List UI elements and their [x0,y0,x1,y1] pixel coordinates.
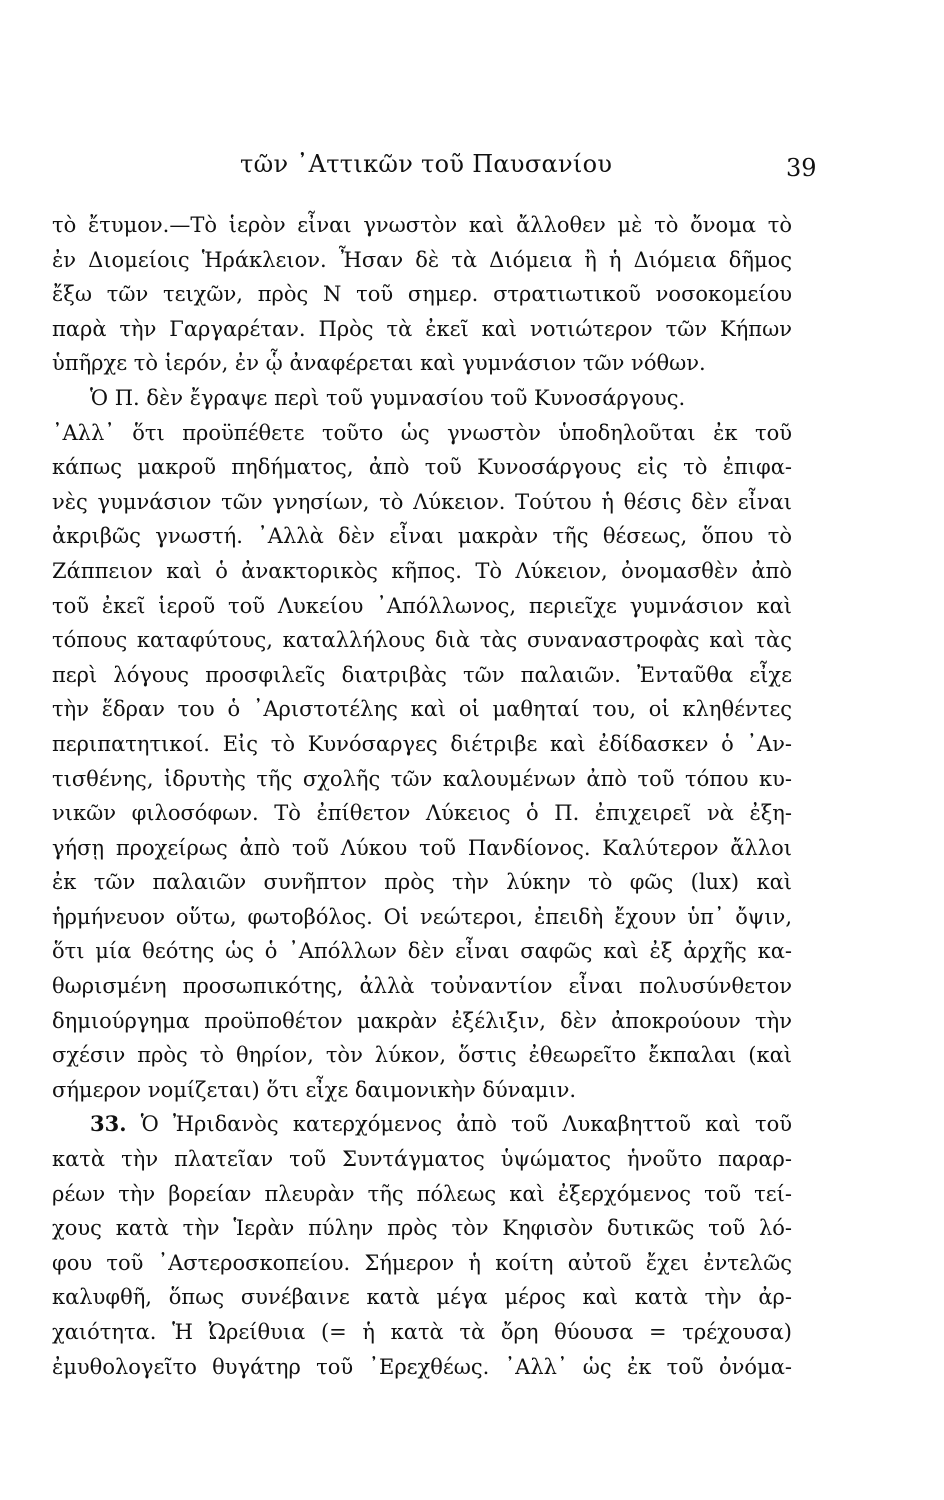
text-line: γήσῃ προχείρως ἀπὸ τοῦ Λύκου τοῦ Πανδίονος. Καλύτερον ἄλλοι [52,835,792,860]
text-line: ᾿Αλλ᾿ ὅτι προϋπέθετε τοῦτο ὡς γνωστὸν ὑποδηλοῦται ἐκ τοῦ [52,420,792,445]
text-line: περιπατητικοί. Εἰς τὸ Κυνόσαργες διέτριβε καὶ ἐδίδασκεν ὁ ᾿Αν- [52,731,792,756]
text-line: Ζάππειον καὶ ὁ ἀνακτορικὸς κῆπος. Τὸ Λύκειον, ὀνομασθὲν ἀπὸ [52,558,792,583]
text-line: καλυφθῆ, ὅπως συνέβαινε κατὰ μέγα μέρος καὶ κατὰ τὴν ἀρ- [52,1285,792,1310]
running-head [0,150,944,190]
text-line: φου τοῦ ᾿Αστεροσκοπείου. Σήμερον ἡ κοίτη αὐτοῦ ἔχει ἐντελῶς [52,1250,792,1275]
text-line: τὸ ἔτυμον.—Τὸ ἱερὸν εἶναι γνωστὸν καὶ ἄλλοθεν μὲ τὸ ὄνομα τὸ [52,213,792,237]
text-line: χαιότητα. Ἡ Ὠρείθυια (= ἡ κατὰ τὰ ὄρη θύουσα = τρέχουσα) [52,1320,792,1344]
text-line: χους κατὰ τὴν Ἱερὰν πύλην πρὸς τὸν Κηφισὸν δυτικῶς τοῦ λό- [52,1216,792,1241]
page-number: 39 [786,154,817,182]
text-line: ἡρμήνευον οὕτω, φωτοβόλος. Οἱ νεώτεροι, ἐπειδὴ ἔχουν ὑπ᾿ ὄψιν, [52,904,792,929]
text-line: ἔξω τῶν τειχῶν, πρὸς Ν τοῦ σημερ. στρατιωτικοῦ νοσοκομείου [52,282,792,307]
text-line: ἐμυθολογεῖτο θυγάτηρ τοῦ ᾿Ερεχθέως. ᾿Αλλ᾿ ὡς ἐκ τοῦ ὀνόμα- [52,1354,792,1379]
text-line: νὲς γυμνάσιον τῶν γνησίων, τὸ Λύκειον. Τούτου ἡ θέσις δὲν εἶναι [52,489,792,514]
text-line: δημιούργημα προϋποθέτον μακρὰν ἐξέλιξιν, δὲν ἀποκρούουν τὴν [52,1008,792,1033]
text-line: σήμερον νομίζεται) ὅτι εἶχε δαιμονικὴν δύναμιν. [52,1077,577,1102]
text-line: νικῶν φιλοσόφων. Τὸ ἐπίθετον Λύκειος ὁ Π. ἐπιχειρεῖ νὰ ἐξη- [52,801,792,826]
text-line: τισθένης, ἱδρυτὴς τῆς σχολῆς τῶν καλουμένων ἀπὸ τοῦ τόπου κυ- [52,766,792,791]
text-line: κάπως μακροῦ πηδήματος, ἀπὸ τοῦ Κυνοσάργους εἰς τὸ ἐπιφα- [52,455,792,480]
text-line: σχέσιν πρὸς τὸ θηρίον, τὸν λύκον, ὅστις ἐθεωρεῖτο ἔκπαλαι (καὶ [52,1043,792,1068]
text-line: Ὁ Π. δὲν ἔγραψε περὶ τοῦ γυμνασίου τοῦ Κυνοσάργους. [90,385,686,410]
text-line: ἐν Διομείοις Ἡράκλειον. Ἦσαν δὲ τὰ Διόμεια ἢ ἡ Διόμεια δῆμος [52,247,792,272]
text-line: περὶ λόγους προσφιλεῖς διατριβὰς τῶν παλαιῶν. Ἐνταῦθα εἶχε [52,662,792,687]
text-line: τόπους καταφύτους, καταλλήλους διὰ τὰς συναναστροφὰς καὶ τὰς [52,628,792,653]
text-line: ρέων τὴν βορείαν πλευρὰν τῆς πόλεως καὶ ἐξερχόμενος τοῦ τεί- [52,1181,792,1206]
section-number: 33. [90,1111,127,1137]
text-line: ἐκ τῶν παλαιῶν συνῆπτον πρὸς τὴν λύκην τὸ φῶς (lux) καὶ [52,870,792,895]
running-title: τῶν ᾿Αττικῶν τοῦ Παυσανίου [240,150,613,178]
text-line: ὅτι μία θεότης ὡς ὁ ᾿Απόλλων δὲν εἶναι σαφῶς καὶ ἐξ ἀρχῆς κα- [52,939,792,964]
text-line: ἀκριβῶς γνωστή. ᾿Αλλὰ δὲν εἶναι μακρὰν τῆς θέσεως, ὅπου τὸ [52,524,792,549]
text-line: θωρισμένη προσωπικότης, ἀλλὰ τοὐναντίον εἶναι πολυσύνθετον [52,974,792,999]
text-line: ὑπῆρχε τὸ ἱερόν, ἐν ᾧ ἀναφέρεται καὶ γυμνάσιον τῶν νόθων. [52,351,706,376]
text-line: τὴν ἕδραν του ὁ ᾿Αριστοτέλης καὶ οἱ μαθηταί του, οἱ κληθέντες [52,697,792,722]
text-line: κατὰ τὴν πλατεῖαν τοῦ Συντάγματος ὑψώματος ἡνοῦτο παραρ- [52,1147,792,1172]
section-first-line [52,1107,792,1142]
section-first-line-text: Ὁ Ἠριδανὸς κατερχόμενος ἀπὸ τοῦ Λυκαβηττοῦ καὶ τοῦ [140,1112,792,1137]
body-text [52,208,792,1384]
text-line: τοῦ ἐκεῖ ἱεροῦ τοῦ Λυκείου ᾿Απόλλωνος, περιεῖχε γυμνάσιον καὶ [52,593,792,618]
text-line: παρὰ τὴν Γαργαρέταν. Πρὸς τὰ ἐκεῖ καὶ νοτιώτερον τῶν Κήπων [52,316,792,341]
